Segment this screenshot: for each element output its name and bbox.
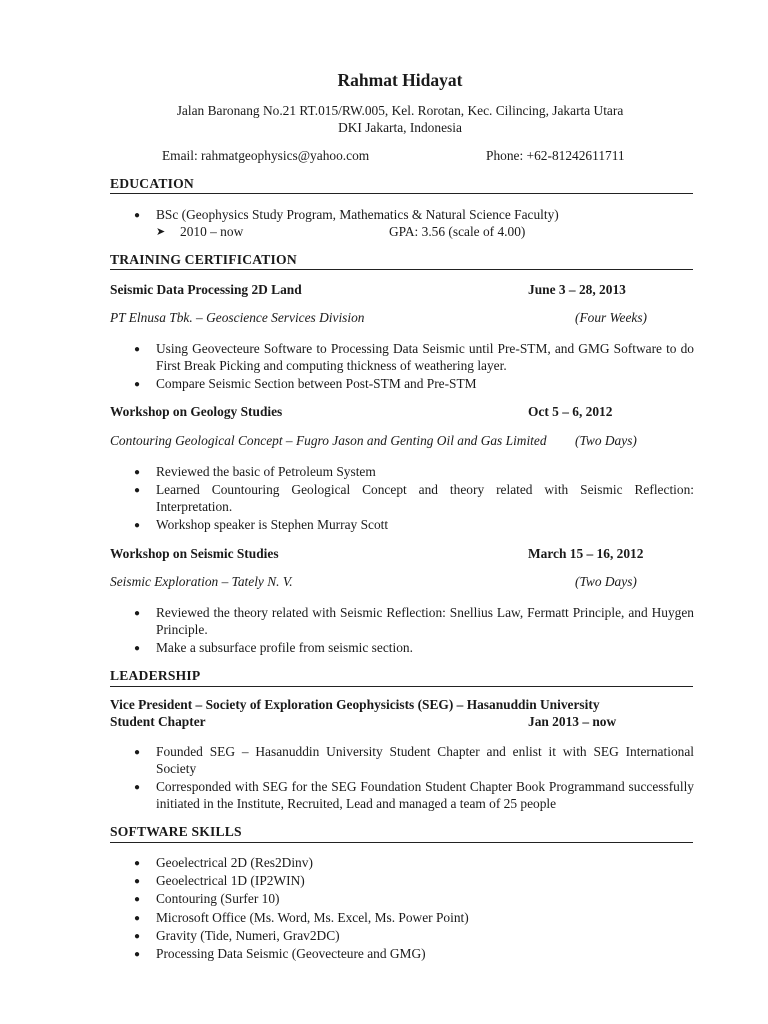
- bullet-icon: ●: [134, 520, 141, 531]
- bullet-icon: ●: [134, 608, 141, 619]
- training-duration: (Four Weeks): [575, 310, 648, 325]
- section-title-software: SOFTWARE SKILLS: [110, 824, 242, 839]
- bullet-icon: ●: [134, 210, 141, 221]
- section-divider: [110, 842, 693, 843]
- bullet-icon: ●: [134, 858, 141, 869]
- bullet-icon: ●: [134, 949, 141, 960]
- training-org: PT Elnusa Tbk. – Geoscience Services Division: [110, 310, 365, 325]
- training-name: Workshop on Seismic Studies: [110, 546, 279, 561]
- training-bullet-text: Make a subsurface profile from seismic section.: [156, 640, 413, 655]
- section-title-training: TRAINING CERTIFICATION: [110, 252, 297, 267]
- training-bullet-text: Reviewed the basic of Petroleum System: [156, 464, 376, 479]
- section-divider: [110, 686, 693, 687]
- bullet-icon: ●: [134, 931, 141, 942]
- section-divider: [110, 269, 693, 270]
- arrow-bullet-icon: ➤: [156, 226, 166, 238]
- training-bullet-text: Workshop speaker is Stephen Murray Scott: [156, 517, 389, 532]
- education-period: 2010 – now: [180, 224, 244, 239]
- bullet-icon: ●: [134, 747, 141, 758]
- bullet-icon: ●: [134, 643, 141, 654]
- bullet-icon: ●: [134, 894, 141, 905]
- software-skill-item: Geoelectrical 1D (IP2WIN): [156, 873, 305, 888]
- email-text: Email: rahmatgeophysics@yahoo.com: [162, 148, 370, 163]
- bullet-icon: ●: [134, 876, 141, 887]
- training-bullet-text: Reviewed the theory related with Seismic Reflection: Snellius Law, Fermatt Principle, and Huygen Principle.: [156, 605, 694, 637]
- training-duration: (Two Days): [575, 433, 637, 448]
- bullet-icon: ●: [134, 344, 141, 355]
- education-gpa: GPA: 3.56 (scale of 4.00): [389, 224, 526, 239]
- training-org: Contouring Geological Concept – Fugro Jason and Genting Oil and Gas Limited: [110, 433, 547, 448]
- bullet-icon: ●: [134, 379, 141, 390]
- training-date: March 15 – 16, 2012: [528, 546, 644, 561]
- phone-text: Phone: +62-81242611711: [486, 148, 625, 163]
- leadership-bullet-text: Corresponded with SEG for the SEG Foundation Student Chapter Book Programmand successfully initiated in the Institute, Recruited, Lead and managed a team of 25 people: [156, 779, 694, 811]
- section-title-leadership: LEADERSHIP: [110, 668, 201, 683]
- software-skill-item: Microsoft Office (Ms. Word, Ms. Excel, Ms. Power Point): [156, 910, 469, 925]
- software-skill-item: Contouring (Surfer 10): [156, 891, 280, 906]
- education-degree: BSc (Geophysics Study Program, Mathematics & Natural Science Faculty): [156, 207, 559, 222]
- training-bullet-text: Compare Seismic Section between Post-STM and Pre-STM: [156, 376, 477, 391]
- bullet-icon: ●: [134, 485, 141, 496]
- software-skill-item: Processing Data Seismic (Geovecteure and GMG): [156, 946, 426, 961]
- section-title-education: EDUCATION: [110, 176, 194, 191]
- candidate-name: Rahmat Hidayat: [337, 70, 463, 90]
- leadership-date: Jan 2013 – now: [528, 714, 617, 729]
- leadership-role-continued: Student Chapter: [110, 714, 206, 729]
- training-name: Seismic Data Processing 2D Land: [110, 282, 302, 297]
- section-divider: [110, 193, 693, 194]
- training-date: June 3 – 28, 2013: [528, 282, 626, 297]
- bullet-icon: ●: [134, 467, 141, 478]
- bullet-icon: ●: [134, 913, 141, 924]
- training-duration: (Two Days): [575, 574, 637, 589]
- leadership-bullet-text: Founded SEG – Hasanuddin University Student Chapter and enlist it with SEG International Society: [156, 744, 694, 776]
- training-bullet-text: Using Geovecteure Software to Processing Data Seismic until Pre-STM, and GMG Software to do First Break Picking and computing thickness of weathering layer.: [156, 341, 694, 373]
- software-skill-item: Gravity (Tide, Numeri, Grav2DC): [156, 928, 340, 943]
- leadership-role: Vice President – Society of Exploration Geophysicists (SEG) – Hasanuddin University: [110, 697, 600, 712]
- bullet-icon: ●: [134, 782, 141, 793]
- software-skill-item: Geoelectrical 2D (Res2Dinv): [156, 855, 313, 870]
- address-line-2: DKI Jakarta, Indonesia: [338, 120, 462, 135]
- training-org: Seismic Exploration – Tately N. V.: [110, 574, 293, 589]
- training-date: Oct 5 – 6, 2012: [528, 404, 613, 419]
- address-line-1: Jalan Baronang No.21 RT.015/RW.005, Kel. Rorotan, Kec. Cilincing, Jakarta Utara: [176, 103, 624, 118]
- training-bullet-text: Learned Countouring Geological Concept and theory related with Seismic Reflection: Interpretation.: [156, 482, 694, 514]
- training-name: Workshop on Geology Studies: [110, 404, 283, 419]
